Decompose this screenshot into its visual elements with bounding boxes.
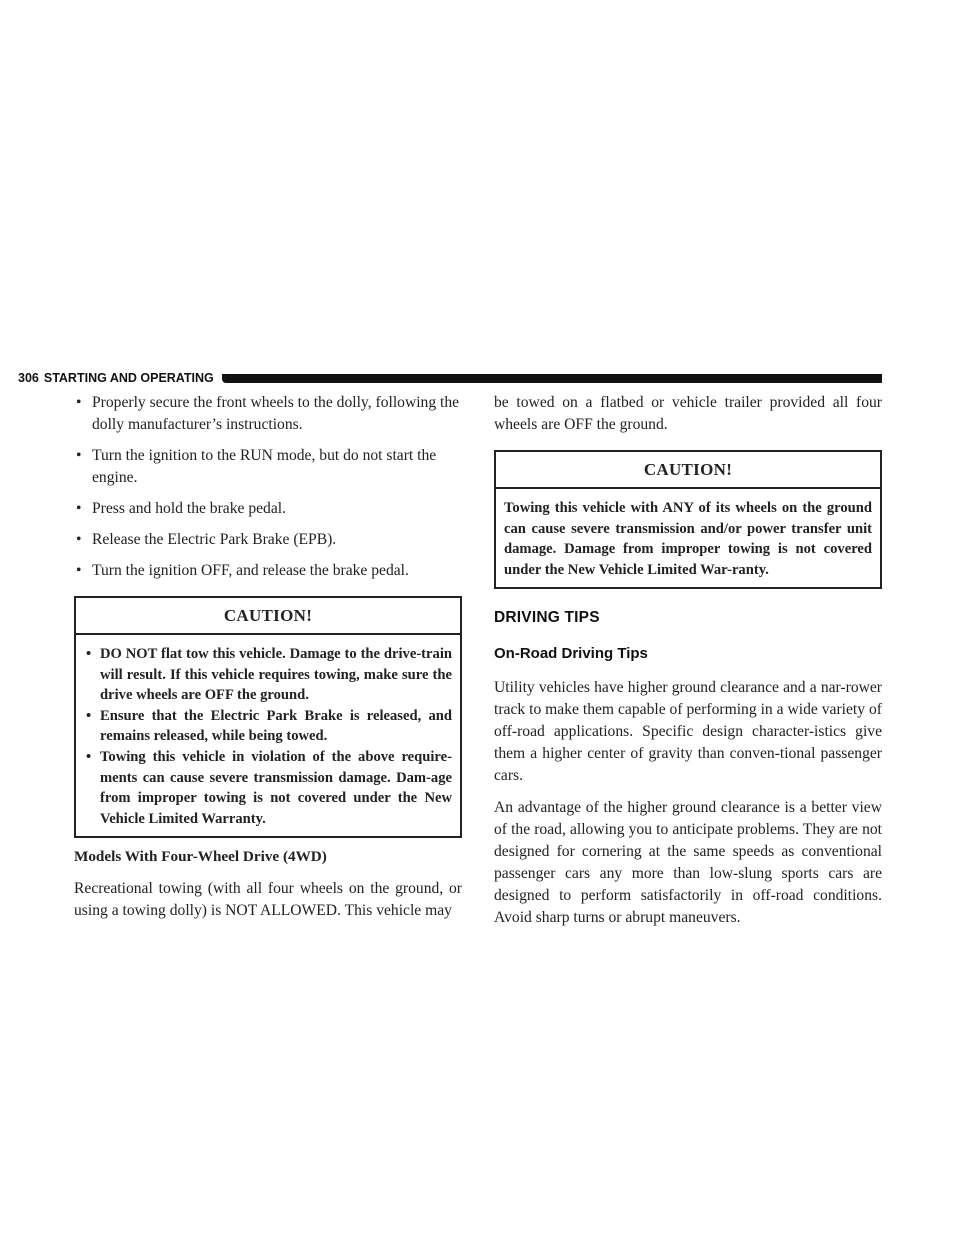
bullet-icon: • bbox=[86, 707, 92, 724]
list-item: • Turn the ignition OFF, and release the brake pedal. bbox=[74, 560, 462, 582]
list-item: • Press and hold the brake pedal. bbox=[74, 498, 462, 520]
bullet-icon: • bbox=[76, 447, 82, 464]
list-item: • Turn the ignition to the RUN mode, but do not start the engine. bbox=[76, 447, 437, 486]
bullet-icon: • bbox=[76, 394, 82, 411]
paragraph-4wd: Recreational towing (with all four wheels on the ground, or using a towing dolly) is NOT ALLOWED. This vehicle may bbox=[74, 880, 462, 920]
page-header bbox=[18, 371, 882, 385]
paragraph: An advantage of the higher ground clearance is a better view of the road, allowing you to anticipate problems. They are not designed for cornering at the same speeds as conventional passenger cars any more than low-slung sports cars are designed to perform satisfactorily in off-road conditions. Avoid sharp turns or abrupt maneuvers. bbox=[494, 799, 882, 927]
section-title: STARTING AND OPERATING bbox=[43, 371, 214, 385]
bullet-icon: • bbox=[76, 562, 82, 579]
caution-body bbox=[76, 635, 460, 836]
caution-item: • DO NOT flat tow this vehicle. Damage to the drive-train will result. If this vehicle requires towing, make sure the drive wheels are OFF the ground. bbox=[86, 646, 452, 704]
bullet-icon: • bbox=[76, 531, 82, 548]
caution-text: Towing this vehicle with ANY of its wheels on the ground can cause severe transmission and/or power transfer unit damage. Damage from improper towing is not covered under the New Vehicle Limited War-ranty. bbox=[504, 500, 872, 578]
subheading-4wd: Models With Four-Wheel Drive (4WD) bbox=[74, 848, 327, 866]
caution-body bbox=[496, 489, 880, 587]
caution-item: • Ensure that the Electric Park Brake is released, and remains released, while being towed. bbox=[86, 707, 452, 745]
list-item: • Release the Electric Park Brake (EPB). bbox=[74, 529, 462, 551]
caution-title: CAUTION! bbox=[496, 452, 880, 489]
header-rule bbox=[222, 374, 882, 383]
paragraph: Utility vehicles have higher ground clearance and a nar-rower track to make them capable of performing in a wide variety of off-road applications. Specific design character-istics give them a higher center of gravity than conven-tional passenger cars. bbox=[494, 679, 882, 785]
heading-driving-tips: DRIVING TIPS bbox=[494, 609, 600, 627]
caution-item: • Towing this vehicle in violation of the above require-ments can cause severe transmission damage. Dam-age from improper towing is not covered under the New Vehicle Limited Warranty. bbox=[86, 748, 452, 827]
towing-steps-list bbox=[74, 392, 462, 582]
list-item: • Properly secure the front wheels to the dolly, following the dolly manufacturer’s instructions. bbox=[76, 394, 460, 433]
left-column bbox=[74, 392, 462, 932]
bullet-icon: • bbox=[86, 646, 92, 662]
caution-title: CAUTION! bbox=[76, 598, 460, 635]
subheading-on-road: On-Road Driving Tips bbox=[494, 645, 648, 663]
page-number: 306 bbox=[18, 371, 39, 385]
caution-box-right bbox=[494, 450, 882, 589]
bullet-icon: • bbox=[86, 748, 92, 765]
right-column bbox=[494, 392, 882, 939]
paragraph-continuation: be towed on a flatbed or vehicle trailer provided all four wheels are OFF the ground. bbox=[494, 394, 882, 433]
caution-box-left bbox=[74, 596, 462, 838]
bullet-icon: • bbox=[76, 500, 82, 517]
